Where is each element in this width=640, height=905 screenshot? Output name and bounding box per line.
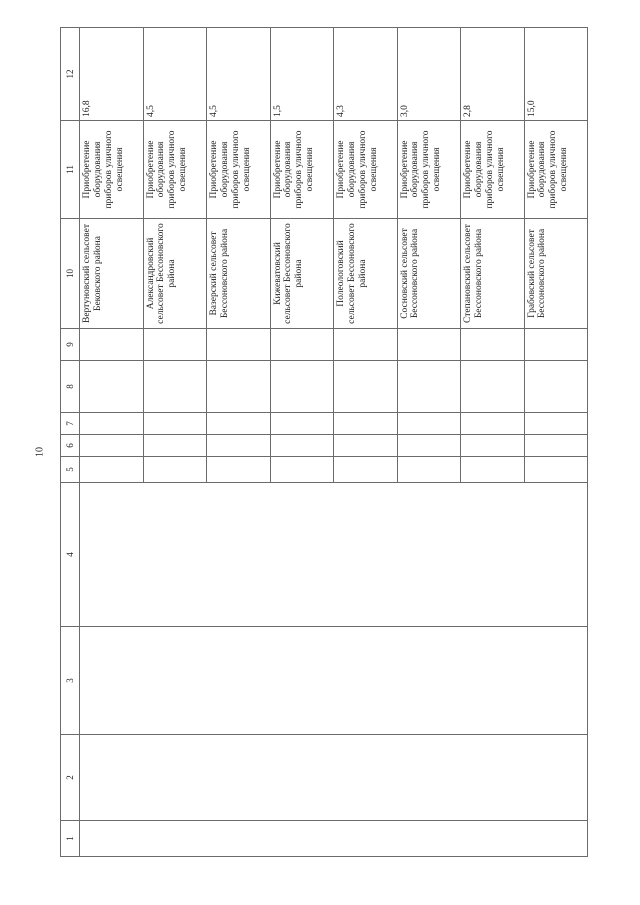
measure-cell: Приобретение оборудования приборов уличного освещения	[207, 121, 271, 219]
header-cell: 4	[61, 483, 80, 627]
header-cell: 2	[61, 735, 80, 821]
municipality-cell: Грабовский сельсовет Бессоновского района	[524, 219, 588, 329]
header-cell: 3	[61, 627, 80, 735]
header-row	[61, 28, 80, 857]
measure-cell: Приобретение оборудования приборов уличного освещения	[270, 121, 334, 219]
empty-cell	[270, 457, 334, 483]
empty-cell	[524, 457, 588, 483]
amount-cell: 4,5	[143, 28, 207, 121]
empty-cell	[80, 435, 144, 457]
document-sheet	[60, 28, 588, 857]
measure-cell: Приобретение оборудования приборов уличного освещения	[334, 121, 398, 219]
empty-cell	[334, 329, 398, 361]
measure-cell: Приобретение оборудования приборов уличного освещения	[461, 121, 525, 219]
empty-cell	[80, 413, 144, 435]
empty-cell	[397, 361, 461, 413]
empty-cell	[143, 329, 207, 361]
header-cell: 7	[61, 413, 80, 435]
empty-merged-cell	[80, 627, 588, 735]
empty-cell	[270, 361, 334, 413]
municipality-cell: Полеологовский сельсовет Бессоновского района	[334, 219, 398, 329]
header-cell: 8	[61, 361, 80, 413]
amount-cell: 4,3	[334, 28, 398, 121]
empty-cell	[207, 435, 271, 457]
amount-cell: 3,0	[397, 28, 461, 121]
empty-cell	[524, 329, 588, 361]
empty-cell	[524, 413, 588, 435]
amount-cell: 2,8	[461, 28, 525, 121]
municipality-cell: Сосновский сельсовет Бессоновского района	[397, 219, 461, 329]
measure-cell: Приобретение оборудования приборов уличного освещения	[524, 121, 588, 219]
empty-merged-cell	[80, 735, 588, 821]
empty-cell	[334, 413, 398, 435]
empty-cell	[143, 361, 207, 413]
empty-cell	[334, 435, 398, 457]
rotated-table-wrapper	[60, 28, 588, 857]
empty-merged-cell	[80, 483, 588, 627]
empty-cell	[334, 361, 398, 413]
municipality-cell: Вазерский сельсовет Бессоновского района	[207, 219, 271, 329]
empty-cell	[524, 435, 588, 457]
empty-cell	[80, 329, 144, 361]
empty-cell	[143, 413, 207, 435]
municipality-cell: Кижеватовский сельсовет Бессоновского района	[270, 219, 334, 329]
empty-cell	[524, 361, 588, 413]
amount-cell: 4,5	[207, 28, 271, 121]
empty-cell	[80, 457, 144, 483]
empty-cell	[397, 435, 461, 457]
empty-cell	[397, 457, 461, 483]
measure-cell: Приобретение оборудования приборов уличного освещения	[80, 121, 144, 219]
empty-cell	[461, 457, 525, 483]
header-cell: 1	[61, 821, 80, 857]
amount-cell: 15,0	[524, 28, 588, 121]
empty-cell	[397, 413, 461, 435]
empty-cell	[461, 435, 525, 457]
table-row	[80, 28, 144, 857]
amount-cell: 16,8	[80, 28, 144, 121]
empty-cell	[397, 329, 461, 361]
municipality-cell: Александровский сельсовет Бессоновского района	[143, 219, 207, 329]
empty-cell	[143, 435, 207, 457]
empty-cell	[461, 329, 525, 361]
empty-cell	[207, 413, 271, 435]
page-number: 10	[34, 447, 46, 457]
header-cell: 10	[61, 219, 80, 329]
municipality-cell: Степановский сельсовет Бессоновского района	[461, 219, 525, 329]
empty-cell	[270, 435, 334, 457]
empty-cell	[80, 361, 144, 413]
header-cell: 9	[61, 329, 80, 361]
empty-cell	[207, 329, 271, 361]
measure-cell: Приобретение оборудования приборов уличного освещения	[397, 121, 461, 219]
empty-cell	[461, 361, 525, 413]
empty-cell	[207, 457, 271, 483]
empty-cell	[143, 457, 207, 483]
empty-cell	[461, 413, 525, 435]
data-table	[60, 27, 588, 857]
header-cell: 6	[61, 435, 80, 457]
empty-cell	[207, 361, 271, 413]
empty-cell	[334, 457, 398, 483]
header-cell: 11	[61, 121, 80, 219]
empty-merged-cell	[80, 821, 588, 857]
empty-cell	[270, 413, 334, 435]
amount-cell: 1,5	[270, 28, 334, 121]
header-cell: 5	[61, 457, 80, 483]
municipality-cell: Вертуновский сельсовет Бековского района	[80, 219, 144, 329]
measure-cell: Приобретение оборудования приборов уличного освещения	[143, 121, 207, 219]
empty-cell	[270, 329, 334, 361]
header-cell: 12	[61, 28, 80, 121]
